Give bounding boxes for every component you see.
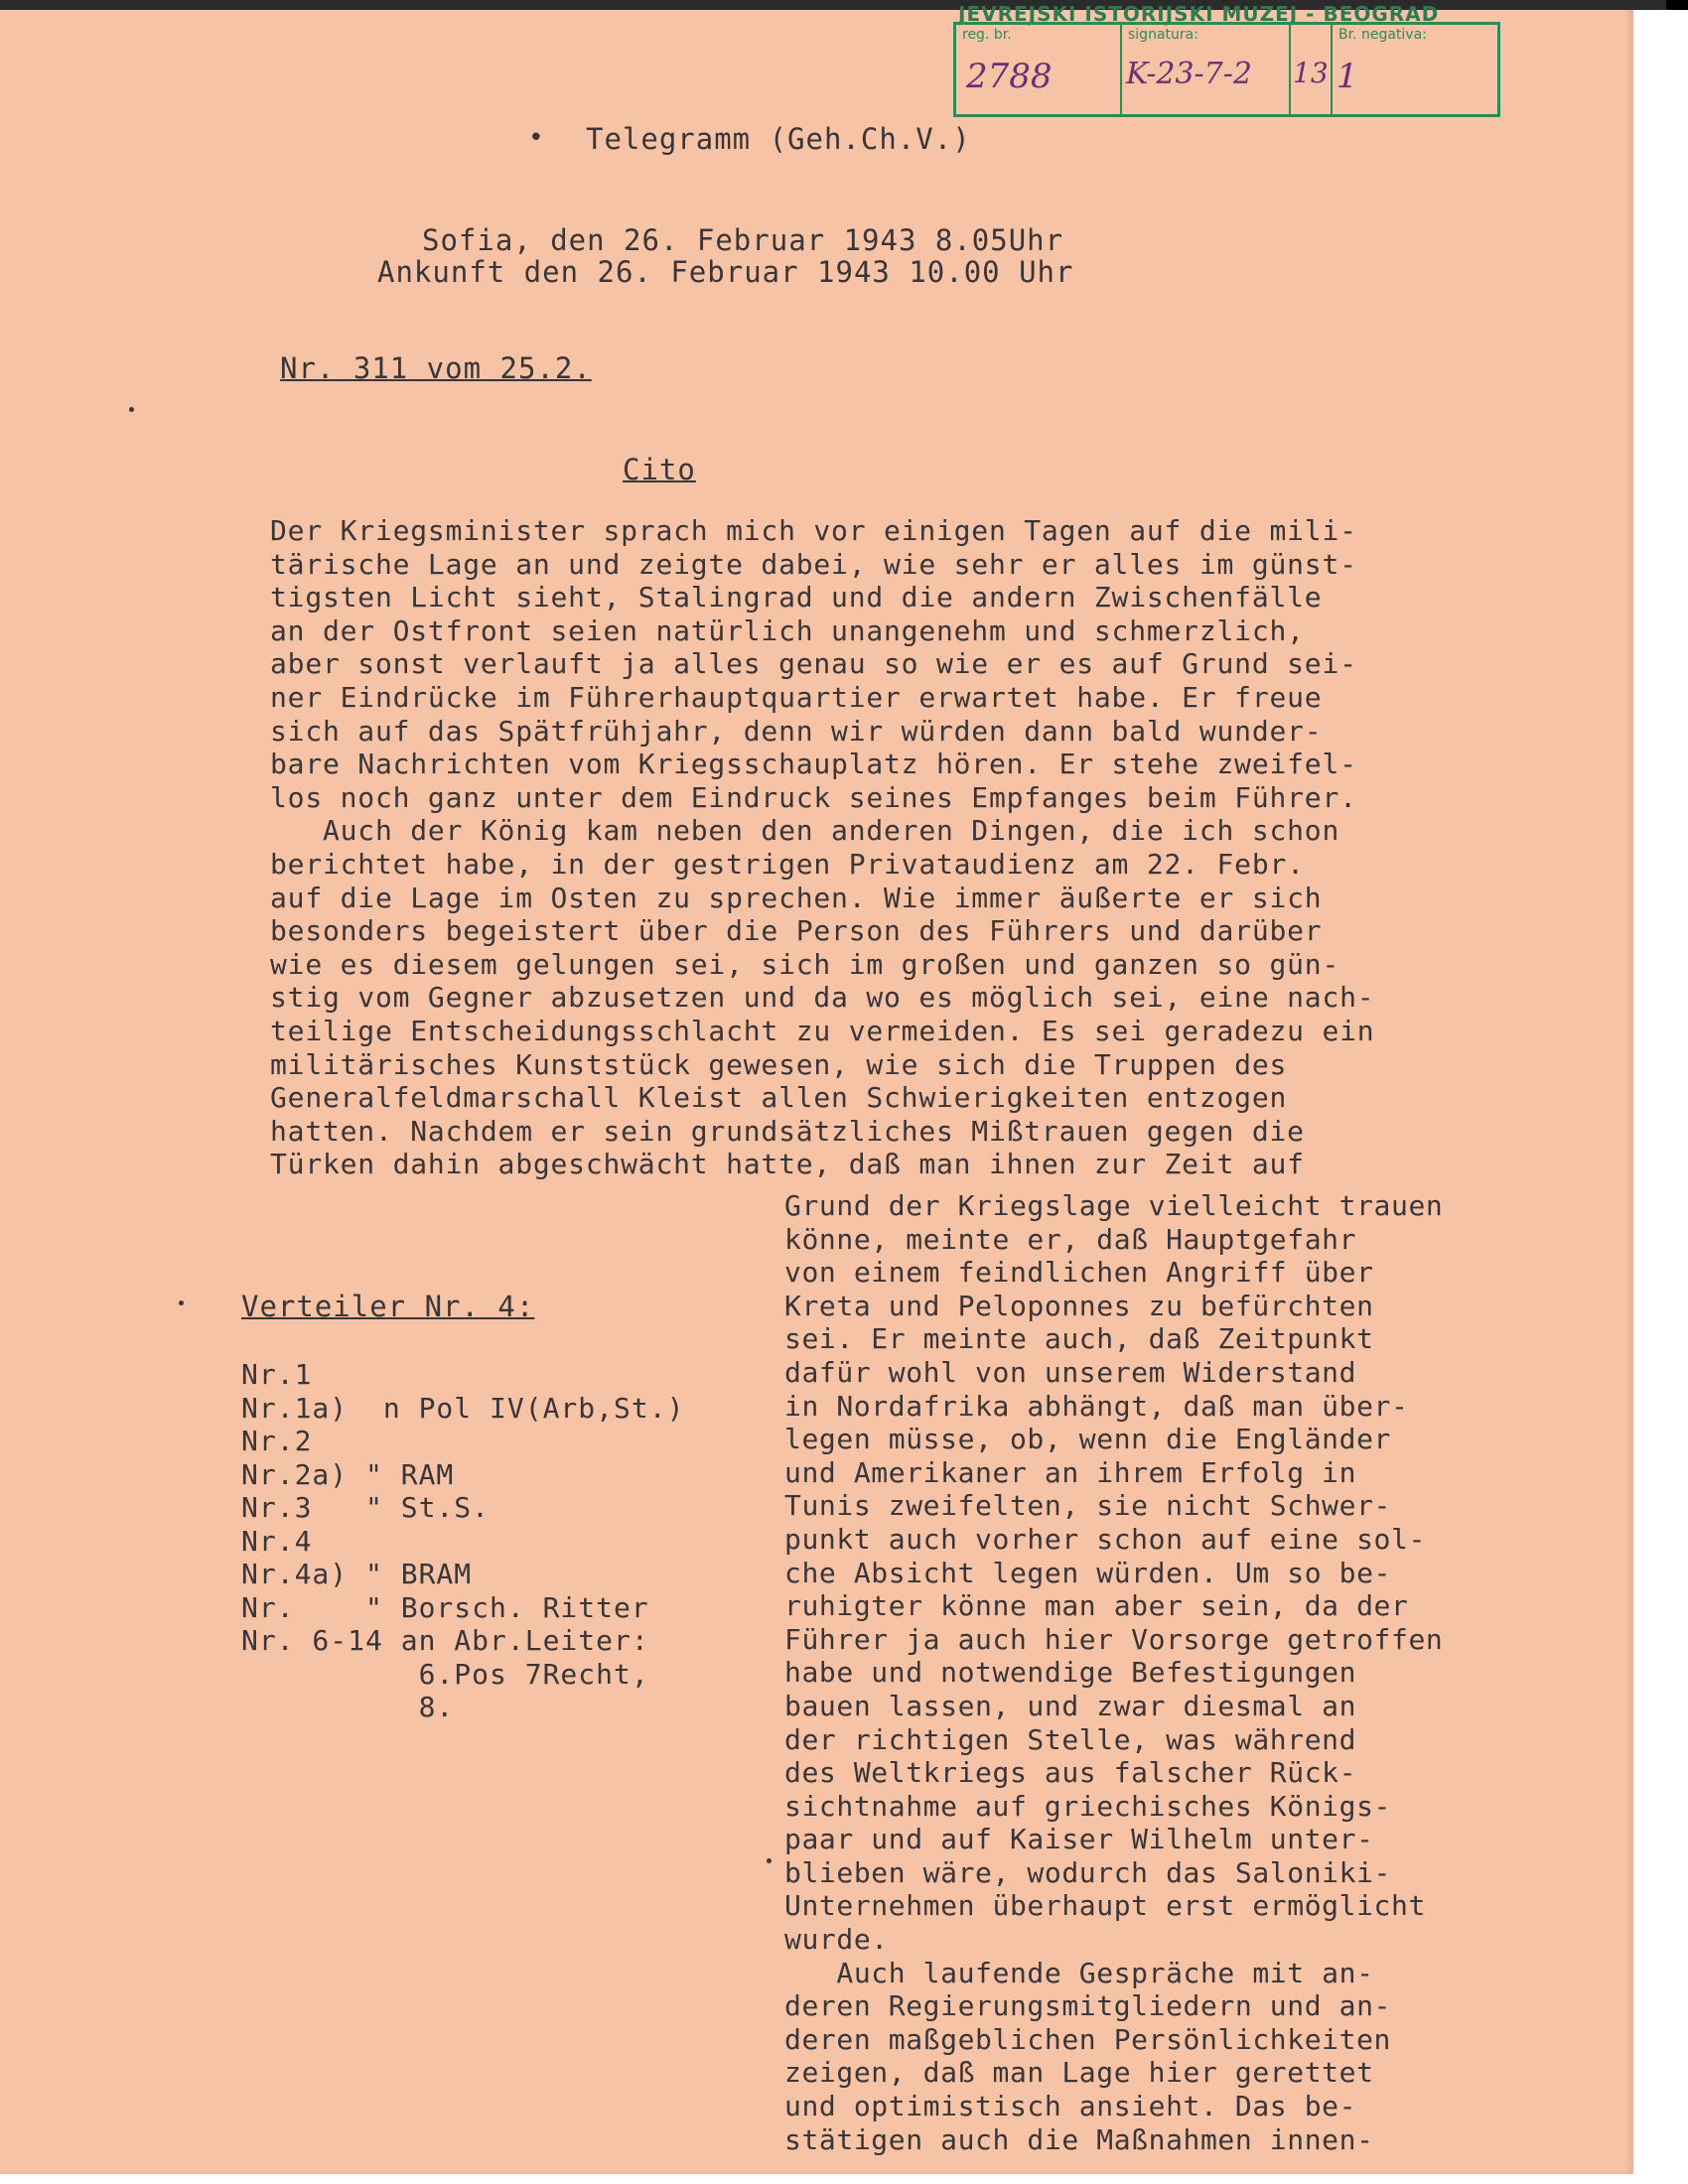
stamp-cell-negative (1333, 25, 1497, 114)
body-line: los noch ganz unter dem Eindruck seines Empfanges beim Führer. (270, 780, 1357, 814)
stamp-label-reg: reg. br. (962, 27, 1012, 43)
column-line: Tunis zweifelten, sie nicht Schwer- (784, 1489, 1392, 1523)
body-line: bare Nachrichten vom Kriegsschauplatz hören. Er stehe zweifel- (270, 748, 1357, 781)
stamp-cell-reg (956, 25, 1122, 114)
distribution-item: Nr.1a) n Pol IV(Arb,St.) (241, 1391, 685, 1425)
column-line: zeigen, daß man Lage hier gerettet (784, 2056, 1374, 2090)
column-line: habe und notwendige Befestigungen (784, 1656, 1357, 1690)
distribution-item: 6.Pos 7Recht, (241, 1657, 649, 1691)
column-line: stätigen auch die Maßnahmen innen- (784, 2122, 1374, 2156)
column-line: und Amerikaner an ihrem Erfolg in (784, 1455, 1357, 1489)
sent-line: Sofia, den 26. Februar 1943 8.05Uhr (422, 223, 1064, 257)
distribution-item: Nr.4a) " BRAM (241, 1558, 473, 1590)
column-line: sichtnahme auf griechisches Königs- (784, 1789, 1392, 1823)
body-column (784, 1189, 1559, 2156)
column-line: Auch laufende Gespräche mit an- (784, 1956, 1374, 1989)
message-number: Nr. 311 vom 25.2. (280, 351, 592, 385)
distribution-item: Nr.4 (241, 1524, 313, 1558)
body-line: hatten. Nachdem er sein grundsätzliches Mißtrauen gegen die (270, 1114, 1305, 1148)
column-line: von einem feindlichen Angriff über (784, 1256, 1374, 1290)
body-line: Generalfeldmarschall Kleist allen Schwierigkeiten entzogen (270, 1081, 1288, 1115)
body-line: besonders begeistert über die Person des Führers und darüber (270, 914, 1323, 948)
body-line: an der Ostfront seien natürlich unangenehm und schmerzlich, (270, 614, 1305, 647)
body-line: tigsten Licht sieht, Stalingrad und die andern Zwischenfälle (270, 581, 1323, 614)
body-line: militärisches Kunststück gewesen, wie sich die Truppen des (270, 1047, 1288, 1081)
stamp-cell-signature (1122, 25, 1291, 114)
distribution-item: Nr.1 (241, 1358, 313, 1391)
column-line: bauen lassen, und zwar diesmal an (784, 1689, 1357, 1722)
column-line: deren Regierungsmitgliedern und an- (784, 1989, 1392, 2023)
stamp-reg-number: 2788 (966, 57, 1053, 96)
scan-speck (179, 1300, 184, 1305)
distribution-item: Nr. 6-14 an Abr.Leiter: (241, 1624, 649, 1657)
column-line: punkt auch vorher schon auf eine sol- (784, 1522, 1426, 1556)
telegram-title: Telegramm (Geh.Ch.V.) (586, 122, 971, 156)
stamp-signature: K-23-7-2 (1126, 57, 1252, 91)
arrival-line: Ankunft den 26. Februar 1943 10.00 Uhr (377, 255, 1074, 289)
column-line: ruhigter könne man aber sein, da der (784, 1589, 1409, 1623)
scan-corner (1666, 0, 1688, 10)
body-line: wie es diesem gelungen sei, sich im großen und ganzen so gün- (270, 947, 1340, 981)
column-line: deren maßgeblichen Persönlichkeiten (784, 2022, 1392, 2056)
column-line: des Weltkriegs aus falscher Rück- (784, 1756, 1357, 1790)
column-line: wurde. (784, 1923, 889, 1957)
distribution-list (241, 1358, 777, 1724)
column-line: paar und auf Kaiser Wilhelm unter- (784, 1823, 1374, 1856)
stamp-signature-part: 13 (1293, 57, 1329, 89)
body-line: teilige Entscheidungsschlacht zu vermeiden. Es sei geradezu ein (270, 1014, 1375, 1047)
stamp-cell-part (1291, 25, 1333, 114)
distribution-item: Nr.2 (241, 1425, 313, 1457)
column-line: sei. Er meinte auch, daß Zeitpunkt (784, 1322, 1374, 1356)
distribution-item: 8. (241, 1691, 455, 1723)
body-line: berichtet habe, in der gestrigen Privataudienz am 22. Febr. (270, 847, 1305, 881)
column-line: che Absicht legen würden. Um so be- (784, 1556, 1392, 1589)
body-line: stig vom Gegner abzusetzen und da wo es möglich sei, eine nach- (270, 981, 1375, 1015)
column-line: legen müsse, ob, wenn die Engländer (784, 1423, 1392, 1456)
scan-speck (129, 407, 134, 412)
scan-speck (767, 1858, 772, 1863)
column-line: blieben wäre, wodurch das Saloniki- (784, 1855, 1392, 1889)
column-line: Führer ja auch hier Vorsorge getroffen (784, 1622, 1444, 1656)
column-line: der richtigen Stelle, was während (784, 1722, 1357, 1756)
priority-label: Cito (623, 453, 696, 486)
distribution-item: Nr. " Borsch. Ritter (241, 1590, 649, 1624)
distribution-item: Nr.3 " St.S. (241, 1491, 491, 1524)
stamp-label-signature: signatura: (1128, 27, 1198, 43)
body-line: Türken dahin abgeschwächt hatte, daß man ihnen zur Zeit auf (270, 1148, 1305, 1181)
body-line: sich auf das Spätfrühjahr, denn wir würden dann bald wunder- (270, 714, 1323, 748)
column-line: dafür wohl von unserem Widerstand (784, 1355, 1357, 1389)
body-line: auf die Lage im Osten zu sprechen. Wie immer äußerte er sich (270, 881, 1323, 914)
body-line: ner Eindrücke im Führerhauptquartier erwartet habe. Er freue (270, 680, 1323, 714)
column-line: in Nordafrika abhängt, daß man über- (784, 1389, 1409, 1423)
archive-stamp-header: JEVREJSKI ISTORIJSKI MUZEJ - BEOGRAD (958, 2, 1440, 26)
distribution-heading: Verteiler Nr. 4: (241, 1290, 535, 1323)
bullet-mark: • (528, 123, 544, 153)
body-line: aber sonst verlauft ja alles genau so wie er es auf Grund sei- (270, 647, 1357, 681)
body-line: Der Kriegsminister sprach mich vor einigen Tagen auf die mili- (270, 514, 1357, 547)
archive-stamp (953, 22, 1500, 117)
body-paragraph (270, 514, 1561, 1181)
stamp-label-negative: Br. negativa: (1338, 27, 1427, 43)
column-line: Grund der Kriegslage vielleicht trauen (784, 1189, 1444, 1222)
column-line: könne, meinte er, daß Hauptgefahr (784, 1222, 1357, 1256)
body-line: Auch der König kam neben den anderen Dingen, die ich schon (270, 814, 1340, 848)
column-line: Unternehmen überhaupt erst ermöglicht (784, 1889, 1426, 1923)
body-line: tärische Lage an und zeigte dabei, wie sehr er alles im günst- (270, 547, 1357, 581)
column-line: und optimistisch ansieht. Das be- (784, 2090, 1357, 2123)
stamp-negative-number: 1 (1336, 57, 1358, 96)
distribution-item: Nr.2a) " RAM (241, 1457, 455, 1491)
column-line: Kreta und Peloponnes zu befürchten (784, 1289, 1374, 1322)
